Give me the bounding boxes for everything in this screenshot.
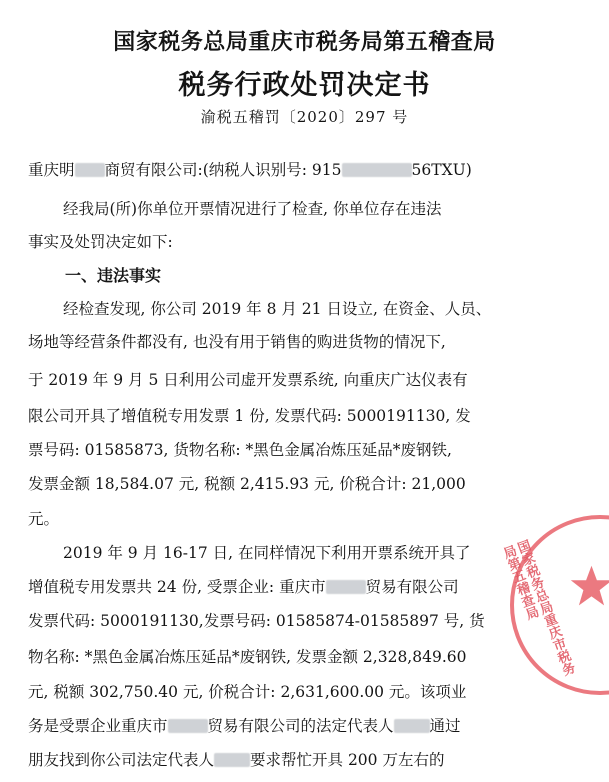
para1-line-3: 于 2019 年 9 月 5 日利用公司虚开发票系统, 向重庆广达仪表有 <box>28 371 468 389</box>
issuing-authority-title: 国家税务总局重庆市税务局第五稽查局 <box>113 30 496 55</box>
redacted-taxpayer-id <box>342 163 412 177</box>
para2-line-1: 2019 年 9 月 16-17 日, 在同样情况下利用开票系统开具了 <box>63 544 471 562</box>
para2-line-3: 发票代码: 5000191130,发票号码: 01585874-01585897 号, 货 <box>28 612 485 630</box>
para2-line-5: 元, 税额 302,750.40 元, 价税合计: 2,631,600.00 元。该项业 <box>28 683 467 701</box>
document-number: 渝税五稽罚〔2020〕297 号 <box>200 108 409 126</box>
redacted-person <box>394 719 430 733</box>
redacted-person <box>214 753 250 767</box>
para1-line-7: 元。 <box>28 510 60 528</box>
para2-line-7: 朋友找到你公司法定代表人 要求帮忙开具 200 万左右的 <box>28 751 445 769</box>
para1-line-2: 场地等经营条件都没有, 也没有用于销售的购进货物的情况下, <box>28 333 446 351</box>
addressee-line: 重庆明 商贸有限公司:(纳税人识别号: 915 56TXU) <box>28 161 472 179</box>
redacted-company <box>168 719 208 733</box>
para2-line-2: 增值税专用发票共 24 份, 受票企业: 重庆市 贸易有限公司 <box>28 578 459 596</box>
para1-line-1: 经检查发现, 你公司 2019 年 8 月 21 日设立, 在资金、人员、 <box>63 300 492 318</box>
intro-line-1: 经我局(所)你单位开票情况进行了检查, 你单位存在违法 <box>63 200 442 218</box>
document-type-title: 税务行政处罚决定书 <box>178 70 431 101</box>
para1-line-5: 票号码: 01585873, 货物名称: *黑色金属冶炼压延品*废钢铁, <box>28 441 452 459</box>
star-icon <box>569 564 609 609</box>
intro-line-2: 事实及处罚决定如下: <box>28 233 173 251</box>
para1-line-6: 发票金额 18,584.07 元, 税额 2,415.93 元, 价税合计: 21,000 <box>28 475 466 493</box>
para1-line-4: 限公司开具了增值税专用发票 1 份, 发票代码: 5000191130, 发 <box>28 407 471 425</box>
redacted-company <box>326 580 366 594</box>
para2-line-6: 务是受票企业重庆市 贸易有限公司的法定代表人 通过 <box>28 717 461 735</box>
para2-line-4: 物名称: *黑色金属冶炼压延品*废钢铁, 发票金额 2,328,849.60 <box>28 648 467 666</box>
official-seal <box>498 515 609 695</box>
redacted-name <box>75 163 105 177</box>
seal-text: 国家税务总局重庆市税务局第五稽查局 <box>498 538 577 678</box>
section-heading-violation-facts: 一、违法事实 <box>65 266 162 285</box>
